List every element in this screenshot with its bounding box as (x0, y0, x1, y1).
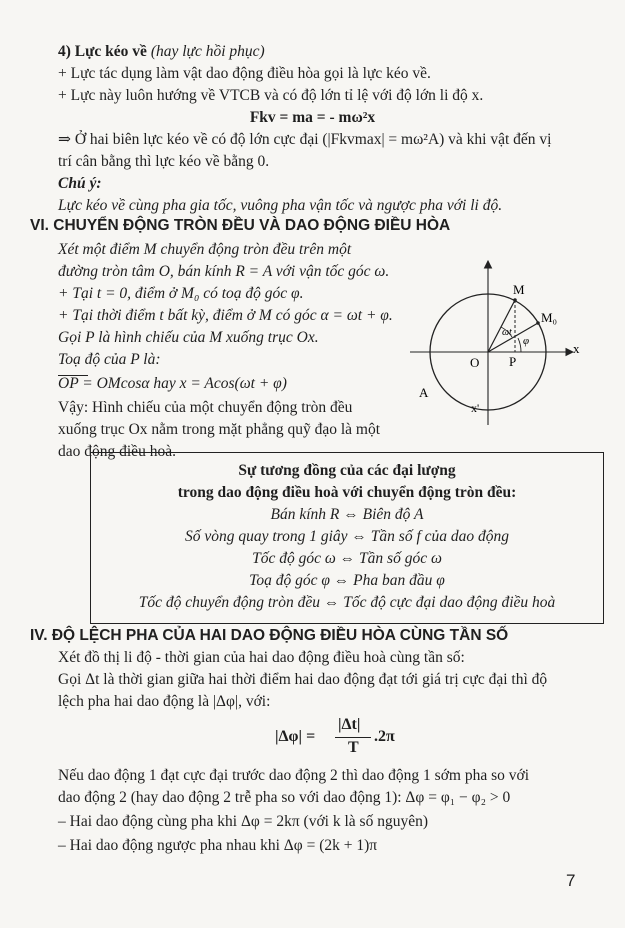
vi-line-4: + Tại thời điểm t bất kỳ, điểm ở M có góc α = ωt + φ. (58, 307, 393, 324)
iv-line-5: dao động 2 (hay dao động 2 trễ pha so với dao động 1): Δφ = φ₁ − φ₂ > 0 (58, 789, 511, 806)
iv-line-4: Nếu dao động 1 đạt cực đại trước dao động 2 thì dao động 1 sớm pha so với (58, 767, 530, 784)
heading-note: (hay lực hồi phục) (146, 43, 265, 60)
label-x: x (573, 341, 580, 356)
vi-line-5: Gọi P là hình chiếu của M xuống trục Ox. (58, 329, 319, 346)
iv-line-1: Xét đồ thị li độ - thời gian của hai dao động điều hoà cùng tần số: (58, 649, 465, 666)
box-row-4: Toạ độ góc φ ⇔ Pha ban đầu φ (249, 572, 445, 589)
bullet-2: + Lực này luôn hướng về VTCB và có độ lớn tỉ lệ với độ lớn li độ x. (58, 87, 484, 104)
box-title-1: Sự tương đồng của các đại lượng (238, 462, 456, 479)
box-row-5: Tốc độ chuyển động tròn đều ⇔ Tốc độ cực đại dao động điều hoà (138, 594, 556, 611)
vi-line-2: đường tròn tâm O, bán kính R = A với vận tốc góc ω. (58, 263, 390, 280)
conclusion-line-1: ⇒ Ở hai biên lực kéo về có độ lớn cực đại (|Fkvmax| = mω²A) và khi vật đến vị (58, 131, 552, 148)
vi-line-6: Toạ độ của P là: (58, 351, 161, 368)
page-number: 7 (566, 871, 576, 890)
iv-line-7: – Hai dao động ngược pha nhau khi Δφ = (2k + 1)π (58, 837, 378, 854)
label-phi: φ (523, 335, 530, 347)
fraction-bar (335, 737, 371, 738)
vi-line-3: + Tại t = 0, điểm ở M₀ có toạ độ góc φ. (58, 285, 304, 302)
section-iv-heading: IV. ĐỘ LỆCH PHA CỦA HAI DAO ĐỘNG ĐIỀU HÒA CÙNG TẦN SỐ (30, 627, 509, 644)
note-label: Chú ý: (58, 175, 102, 192)
formula-numerator: |Δt| (338, 716, 361, 733)
box-row-3: Tốc độ góc ω ⇔ Tần số góc ω (252, 550, 442, 567)
label-m0: M₀ (541, 310, 558, 325)
point-m (513, 298, 517, 302)
vi-formula-op: OP = OMcosα hay x = Acos(ωt + φ) (58, 375, 287, 392)
iv-line-2: Gọi Δt là thời gian giữa hai thời điểm hai dao động đạt tới giá trị cực đại thì độ (58, 671, 548, 688)
circle-motion-figure (405, 255, 605, 435)
label-p: P (509, 354, 517, 369)
vi-line-10: dao động điều hoà. (58, 443, 176, 460)
vi-line-1: Xét một điểm M chuyển động tròn đều trên một (58, 241, 352, 258)
conclusion-line-2: trí cân bằng thì lực kéo về bằng 0. (58, 153, 270, 170)
note-text: Lực kéo về cùng pha gia tốc, vuông pha vận tốc và ngược pha với li độ. (58, 197, 503, 214)
label-o: O (470, 355, 480, 370)
box-title-2: trong dao động điều hoà với chuyển động tròn đều: (177, 484, 517, 501)
vi-line-8: Vậy: Hình chiếu của một chuyển động tròn đều (58, 399, 353, 416)
label-m: M (513, 282, 525, 297)
formula-rhs: .2π (374, 728, 395, 745)
section-vi-heading: VI. CHUYỂN ĐỘNG TRÒN ĐỀU VÀ DAO ĐỘNG ĐIỀU HÒA (30, 217, 451, 234)
formula-fkv: Fkv = ma = - mω²x (249, 109, 376, 126)
box-row-1: Bán kính R ⇔ Biên độ A (270, 506, 424, 523)
label-wt: ωt (502, 327, 512, 338)
iv-line-6: – Hai dao động cùng pha khi Δφ = 2kπ (với k là số nguyên) (58, 813, 428, 830)
bullet-1: + Lực tác dụng làm vật dao động điều hòa gọi là lực kéo về. (58, 65, 431, 82)
label-a: A (419, 385, 429, 400)
vi-line-9: xuống trục Ox nằm trong mặt phẳng quỹ đạo là một (58, 421, 380, 438)
vector-overline (58, 375, 88, 376)
iv-line-3: lệch pha hai dao động là |Δφ|, với: (58, 693, 271, 710)
angle-arc-phi (518, 338, 521, 352)
similarity-box (90, 452, 604, 624)
box-row-2: Số vòng quay trong 1 giây ⇔ Tần số f của dao động (184, 528, 510, 545)
label-xp: x' (471, 401, 480, 415)
heading-text: 4) Lực kéo về (58, 43, 147, 60)
point-m0 (536, 321, 540, 325)
section-4-heading (58, 42, 265, 62)
formula-lhs: |Δφ| = (275, 728, 316, 745)
formula-denominator: T (348, 739, 359, 756)
